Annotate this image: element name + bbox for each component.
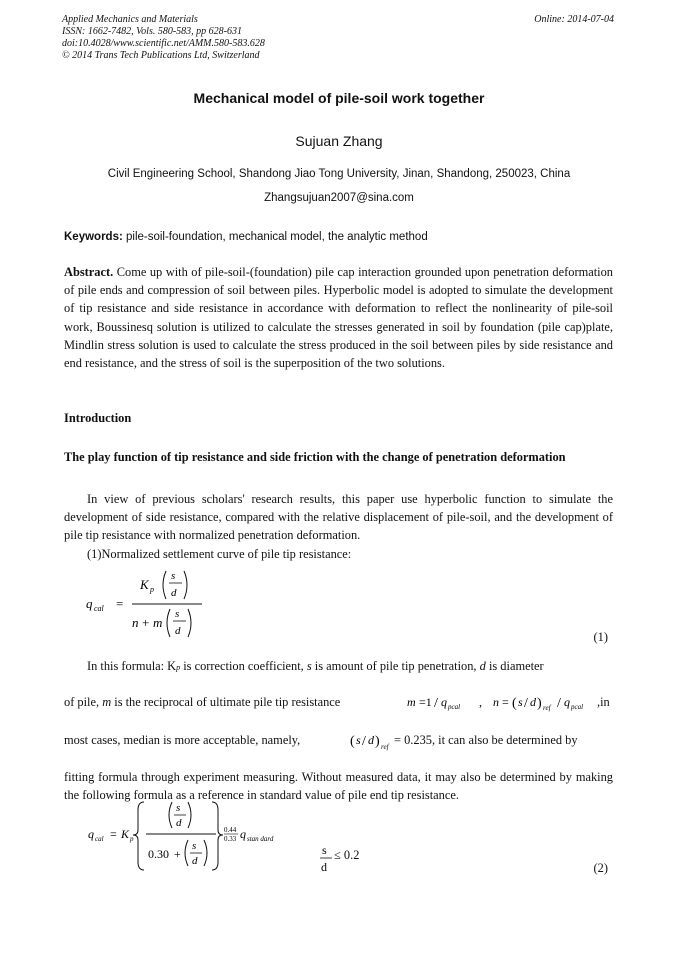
svg-text:K: K — [121, 827, 130, 841]
paragraph-1b: (1)Normalized settlement curve of pile tip resistance: — [87, 547, 352, 561]
affiliation: Civil Engineering School, Shandong Jiao Tong University, Jinan, Shandong, 250023, China — [107, 168, 571, 180]
svg-text:q: q — [240, 827, 246, 841]
svg-text:/: / — [434, 696, 438, 711]
svg-text:,: , — [479, 695, 482, 709]
svg-text:(: ( — [512, 696, 517, 711]
svg-text:0.44: 0.44 — [224, 826, 237, 834]
copyright-line: © 2014 Trans Tech Publications Ltd, Switzerland — [62, 50, 260, 61]
author-name: Sujuan Zhang — [295, 133, 383, 149]
svg-text:d: d — [176, 817, 182, 829]
section-play-function: The play function of tip resistance and side friction with the change of penetration deformation — [64, 450, 566, 464]
formula-line-2-end: ,in — [597, 695, 610, 709]
svg-text:n: n — [132, 615, 139, 630]
online-date: Online: 2014-07-04 — [534, 14, 614, 25]
section-introduction: Introduction — [64, 411, 132, 425]
abstract-text: Come up with of pile-soil-(foundation) pile cap interaction grounded upon penetration deformation of pile ends and compression of soil between piles. Hyperbolic model is adopted to simulate the development of tip resistance and side resistance in accordance with deformation to reflect the nonlinearity of pile-soil work, Boussinesq solution is utilized to calculate the stresses generated in soil by foundation (pile cap)plate, Mindlin stress solution is used to calculate the stress produced in the soil between piles by side resistance and end resistance, and the stress of soil is the superposition of the two solutions. — [64, 265, 613, 371]
svg-text:q: q — [564, 695, 570, 709]
svg-text:K: K — [140, 577, 149, 592]
svg-text:d: d — [368, 733, 374, 747]
svg-text:/: / — [362, 734, 366, 749]
keywords-text: pile-soil-foundation, mechanical model, the analytic method — [122, 231, 428, 243]
svg-text:q: q — [86, 596, 93, 611]
svg-text:cal: cal — [94, 604, 104, 613]
svg-text:n: n — [493, 695, 499, 709]
equation-2-number: (2) — [593, 861, 608, 875]
svg-text:d: d — [175, 625, 181, 637]
svg-text:=: = — [110, 827, 117, 841]
svg-text:s: s — [518, 695, 523, 709]
svg-text:+: + — [142, 615, 150, 630]
svg-text:s: s — [356, 733, 361, 747]
keywords-label: Keywords: — [64, 231, 123, 243]
abstract-label: Abstract. — [64, 265, 114, 279]
svg-text:0.30: 0.30 — [148, 847, 169, 861]
svg-text:=: = — [502, 695, 509, 709]
equation-1 — [80, 565, 240, 645]
svg-text:s: s — [176, 802, 181, 814]
formula-line-1: In this formula: Kp is correction coefficient, s is amount of pile tip penetration, d is diameter — [87, 659, 544, 673]
svg-text:d: d — [192, 855, 198, 867]
issn-line: ISSN: 1662-7482, Vols. 580-583, pp 628-631 — [62, 26, 242, 37]
author-email: Zhangsujuan2007@sina.com — [264, 192, 414, 204]
svg-text:cal: cal — [95, 835, 104, 843]
svg-text:=1: =1 — [419, 695, 432, 709]
svg-text:s: s — [322, 843, 327, 857]
equation-1-number: (1) — [593, 630, 608, 644]
svg-text:d: d — [171, 587, 177, 599]
svg-text:pcal: pcal — [571, 703, 584, 711]
svg-text:): ) — [537, 696, 542, 711]
svg-text:s: s — [171, 570, 176, 582]
paragraph-2: fitting formula through experiment measuring. Without measured data, it may also be determined by making the following formula as a reference in standard value of pile end tip resistance. — [64, 770, 613, 803]
svg-text:ref: ref — [543, 704, 551, 712]
paper-title: Mechanical model of pile-soil work together — [193, 90, 485, 106]
doi-line: doi:10.4028/www.scientific.net/AMM.580-583.628 — [62, 38, 265, 49]
svg-text:d: d — [530, 695, 536, 709]
svg-text:q: q — [441, 695, 447, 709]
equation-2 — [80, 798, 300, 878]
keywords — [64, 231, 428, 243]
journal-name: Applied Mechanics and Materials — [62, 14, 198, 25]
svg-text:q: q — [88, 827, 94, 841]
svg-text:s: s — [175, 608, 180, 620]
svg-text:s: s — [192, 840, 197, 852]
svg-text:d: d — [321, 860, 327, 874]
svg-text:pcal: pcal — [448, 703, 461, 711]
m-definition-formula — [407, 690, 597, 714]
formula-line-2: of pile, m is the reciprocal of ultimate pile tip resistance — [64, 695, 341, 709]
svg-text:p: p — [130, 835, 134, 843]
abstract — [64, 263, 613, 372]
svg-text:ref: ref — [381, 743, 389, 751]
svg-text:0.33: 0.33 — [224, 835, 237, 843]
svg-text:stan dard: stan dard — [247, 835, 274, 843]
journal-header — [62, 14, 265, 62]
svg-text:m: m — [153, 615, 163, 630]
formula-line-3: most cases, median is more acceptable, namely, — [64, 733, 301, 747]
svg-text:m: m — [407, 695, 416, 709]
svg-text:+: + — [174, 847, 181, 861]
svg-text:p: p — [150, 585, 154, 594]
svg-text:(: ( — [350, 734, 355, 749]
equation-2-condition-value: ≤ 0.2 — [334, 848, 360, 862]
svg-text:/: / — [524, 696, 528, 711]
svg-text:/: / — [557, 696, 561, 711]
formula-line-3-end: = 0.235, it can also be determined by — [394, 733, 578, 747]
svg-text:=: = — [116, 596, 124, 611]
paragraph-1: In view of previous scholars' research results, this paper use hyperbolic function to simulate the development of side resistance, compared with the relative displacement of pile-soil, and the development of pile tip resistance with normalized penetration deformation. — [64, 492, 613, 543]
svg-text:): ) — [375, 734, 380, 749]
